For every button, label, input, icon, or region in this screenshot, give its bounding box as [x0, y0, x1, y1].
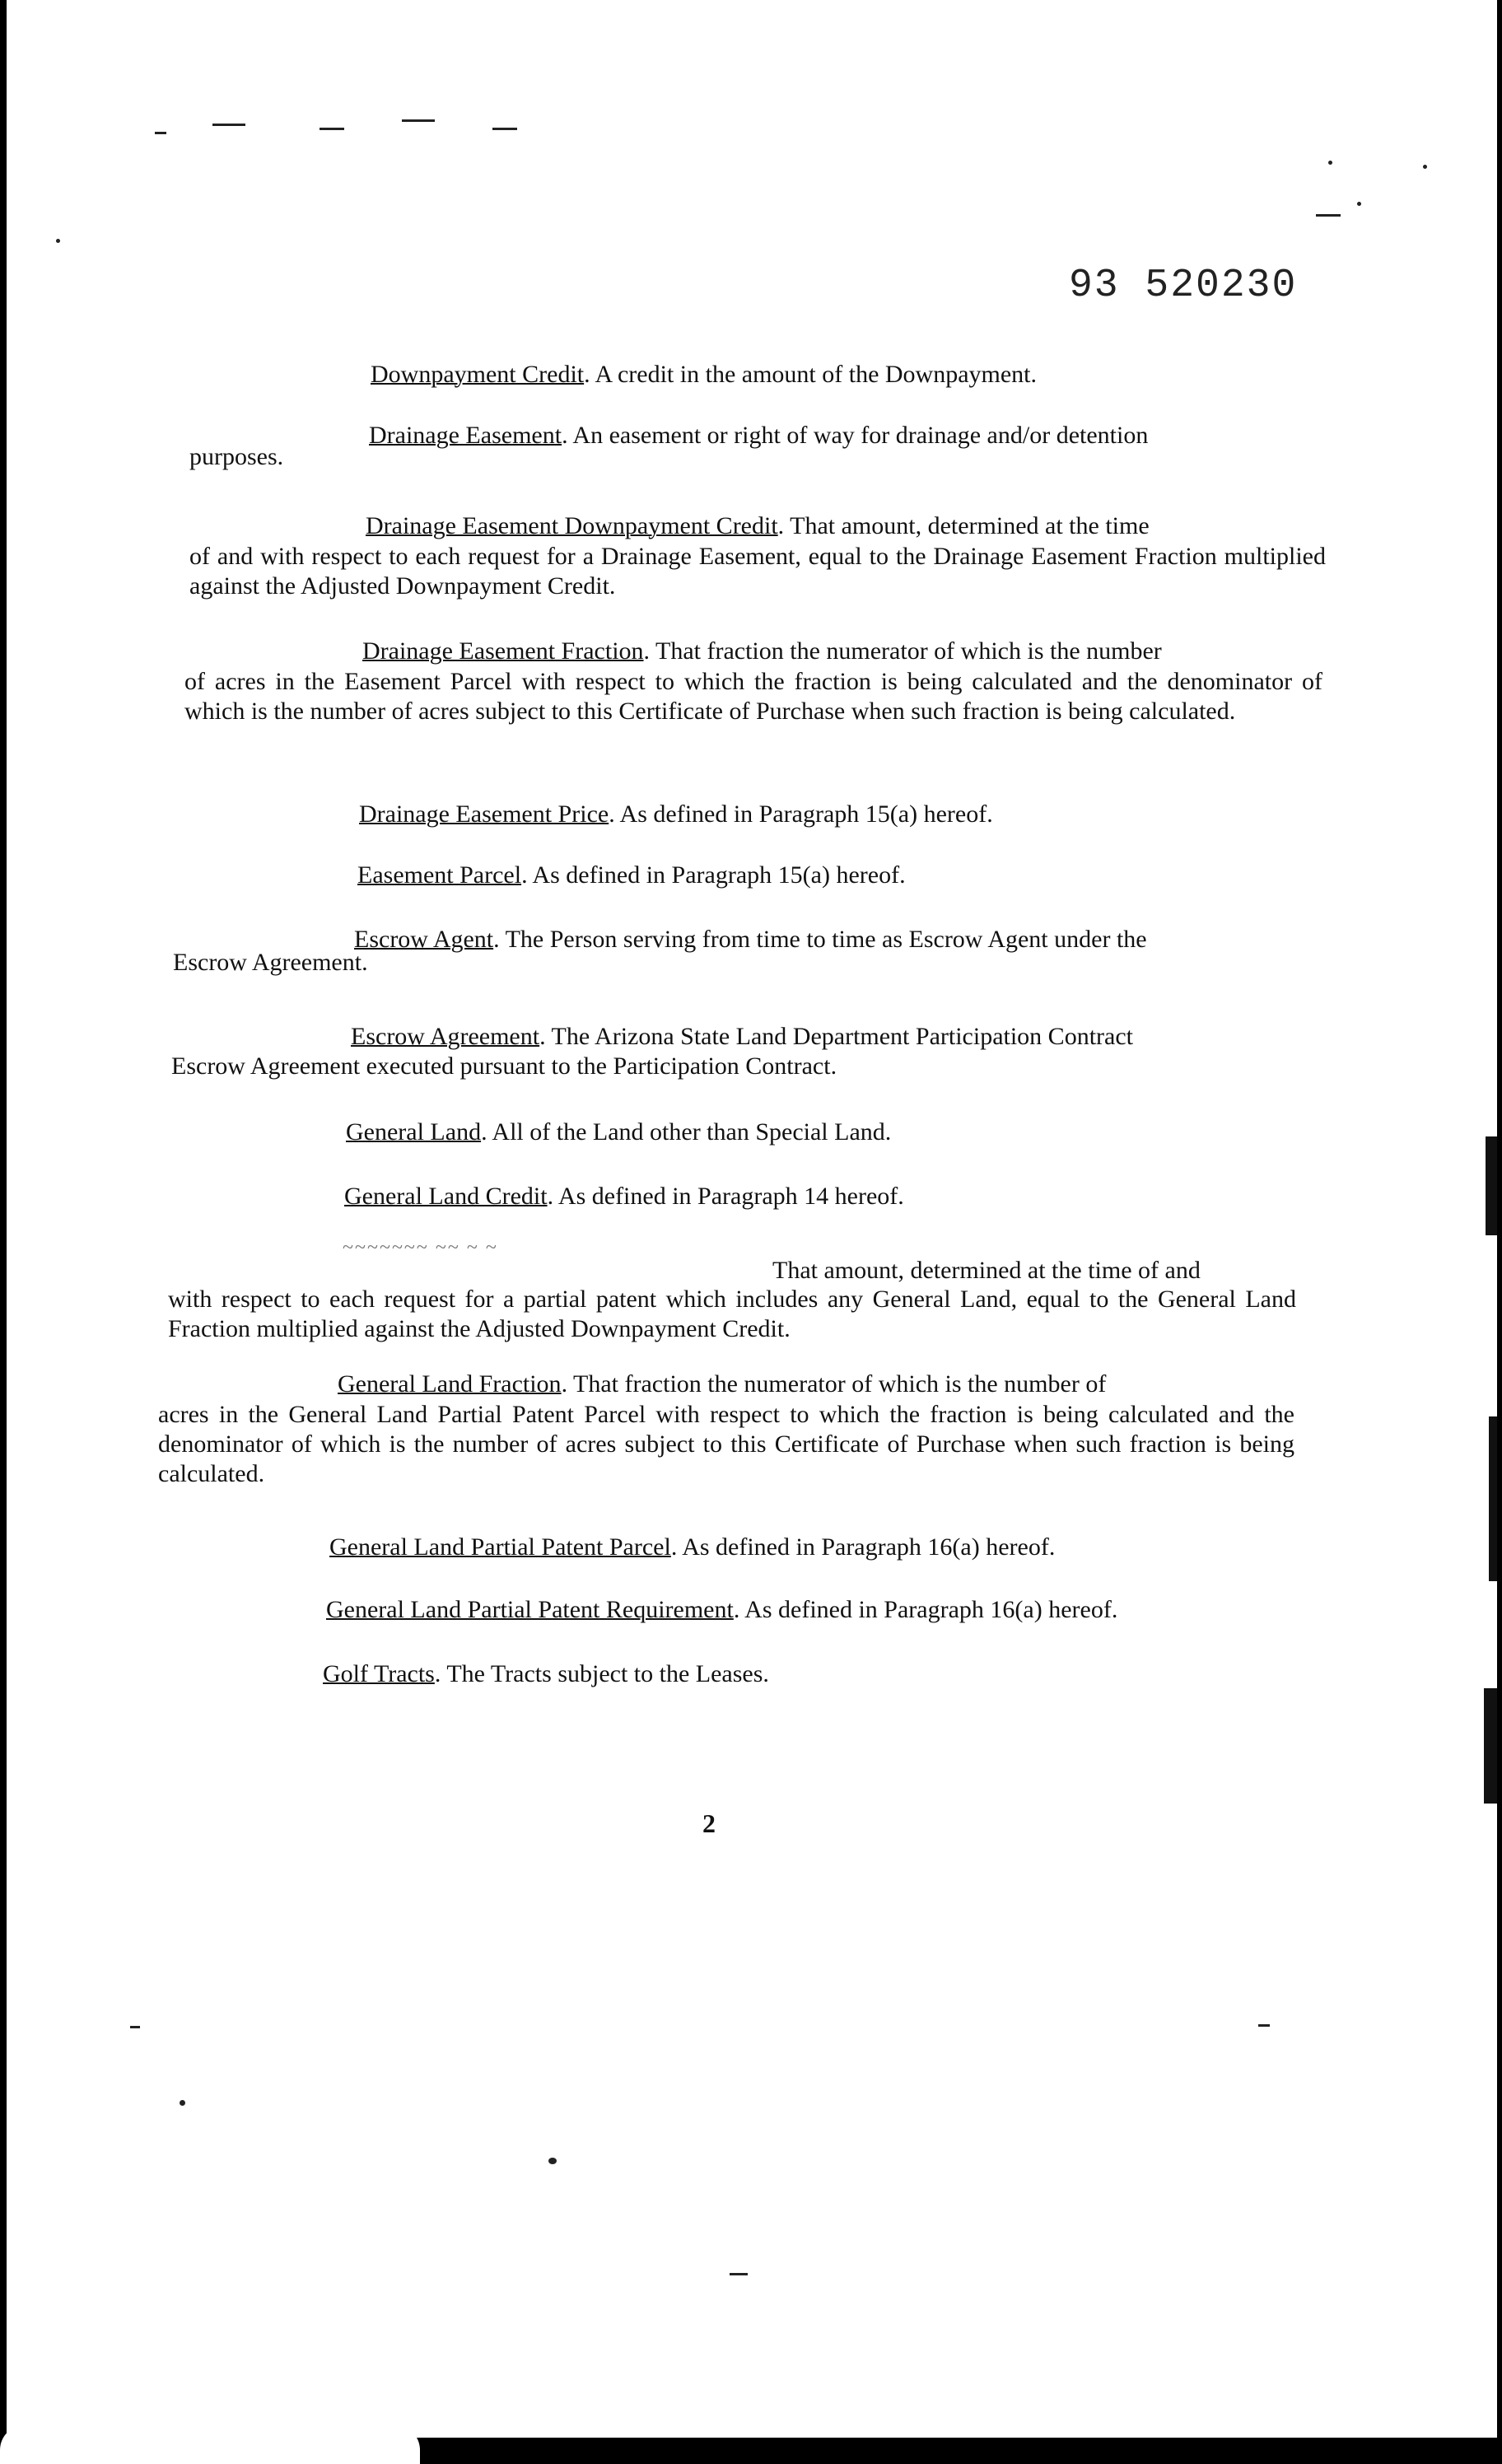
definition-continuation: purposes. — [189, 443, 284, 470]
definition-text: . As defined in Paragraph 15(a) hereof. — [609, 800, 993, 828]
definition-continuation: of acres in the Easement Parcel with respect to which the fraction is being calculated and the denominator of which is the number of acres subject to this Certificate of Purchase when such fraction is being calculated. — [184, 668, 1322, 725]
scan-speck — [730, 2273, 748, 2275]
definition-term: General Land Partial Patent Requirement — [326, 1596, 734, 1623]
obscured-text-fragment: ~~~~~~~ ~~ ~ ~ — [343, 1237, 498, 1258]
definition-term: Easement Parcel — [357, 861, 522, 889]
definition-escrow-agent — [354, 926, 1147, 954]
definition-continuation: with respect to each request for a partial patent which includes any General Land, equal to the General Land Fraction multiplied against the Adjusted Downpayment Credit. — [168, 1286, 1296, 1342]
scan-edge-noise — [1484, 1688, 1497, 1804]
definition-general-land-partial-patent-parcel — [329, 1533, 1055, 1561]
definition-term: Drainage Easement Fraction — [362, 637, 644, 665]
scan-speck — [180, 2100, 185, 2106]
definition-golf-tracts — [323, 1660, 769, 1688]
definition-drainage-easement-price — [359, 800, 993, 828]
scan-speck — [1258, 2024, 1270, 2027]
definition-text: . As defined in Paragraph 15(a) hereof. — [521, 861, 906, 889]
scan-speck — [1357, 202, 1361, 206]
scan-speck — [1328, 161, 1332, 165]
definition-escrow-agreement — [351, 1023, 1133, 1051]
definition-text: . That fraction the numerator of which is the number of — [561, 1370, 1107, 1398]
scan-speck — [56, 239, 60, 243]
definition-term: General Land Fraction — [338, 1370, 562, 1398]
scan-speck — [548, 2158, 557, 2164]
scan-speck — [1423, 165, 1427, 169]
scan-edge-noise — [1489, 1416, 1497, 1581]
scan-speck — [212, 124, 245, 126]
definition-term: Escrow Agreement — [351, 1023, 540, 1050]
definition-text: . The Arizona State Land Department Participation Contract — [539, 1023, 1133, 1050]
scan-edge-white-block — [0, 2425, 420, 2464]
definition-continuation: Escrow Agreement. — [173, 949, 368, 976]
definition-text: . As defined in Paragraph 16(a) hereof. — [733, 1596, 1118, 1623]
definition-text: . As defined in Paragraph 14 hereof. — [547, 1183, 904, 1210]
definition-term: General Land Partial Patent Parcel — [329, 1533, 671, 1561]
definition-drainage-easement-downpayment-credit — [366, 512, 1150, 540]
definition-continuation: acres in the General Land Partial Patent Parcel with respect to which the fraction is being calculated and the denominator of which is the number of acres subject to this Certificate of Purchase when such fraction is being calculated. — [158, 1401, 1294, 1487]
page-number: 2 — [702, 1808, 716, 1838]
scan-edge-noise — [1486, 1136, 1497, 1235]
scan-speck — [155, 132, 166, 134]
definition-term: Drainage Easement Price — [359, 800, 609, 828]
definition-term: Golf Tracts — [323, 1660, 435, 1687]
definition-drainage-easement — [369, 422, 1148, 450]
definition-text: . A credit in the amount of the Downpayment. — [584, 361, 1038, 388]
definition-general-land-fraction — [338, 1370, 1106, 1398]
definition-term: Drainage Easement Downpayment Credit — [366, 512, 778, 539]
definition-text: . The Person serving from time to time as Escrow Agent under the — [493, 926, 1147, 953]
scan-speck — [320, 128, 344, 130]
document-page — [7, 0, 1497, 2438]
definition-term: Escrow Agent — [354, 926, 494, 953]
definition-term: General Land Credit — [344, 1183, 548, 1210]
definition-term: Downpayment Credit — [371, 361, 585, 388]
definition-text: . The Tracts subject to the Leases. — [434, 1660, 769, 1687]
definition-general-land — [346, 1118, 891, 1146]
scan-speck — [130, 2026, 140, 2028]
definition-term: Drainage Easement — [369, 422, 562, 449]
definition-general-land-partial-patent-requirement — [326, 1596, 1117, 1624]
scan-speck — [1316, 214, 1341, 217]
definition-easement-parcel — [357, 861, 906, 889]
definition-term: General Land — [346, 1118, 482, 1146]
definition-continuation: Escrow Agreement executed pursuant to the Participation Contract. — [171, 1052, 837, 1080]
scan-speck — [402, 119, 435, 122]
definition-text: . That fraction the numerator of which is the number — [643, 637, 1162, 665]
document-number: 93 520230 — [1069, 264, 1298, 308]
definition-continuation: of and with respect to each request for a Drainage Easement, equal to the Drainage Easement Fraction multiplied against the Adjusted Downpayment Credit. — [189, 543, 1326, 600]
definition-text: . An easement or right of way for drainage and/or detention — [562, 422, 1149, 449]
definition-general-land-credit — [344, 1183, 904, 1211]
definition-drainage-easement-fraction — [362, 637, 1162, 665]
definition-text: . As defined in Paragraph 16(a) hereof. — [670, 1533, 1056, 1561]
definition-text: . That amount, determined at the time — [777, 512, 1150, 539]
scan-speck — [492, 128, 517, 130]
definition-obscured-line: That amount, determined at the time of and — [772, 1257, 1201, 1284]
definition-text: . All of the Land other than Special Land. — [481, 1118, 892, 1146]
definition-downpayment-credit — [371, 361, 1037, 389]
